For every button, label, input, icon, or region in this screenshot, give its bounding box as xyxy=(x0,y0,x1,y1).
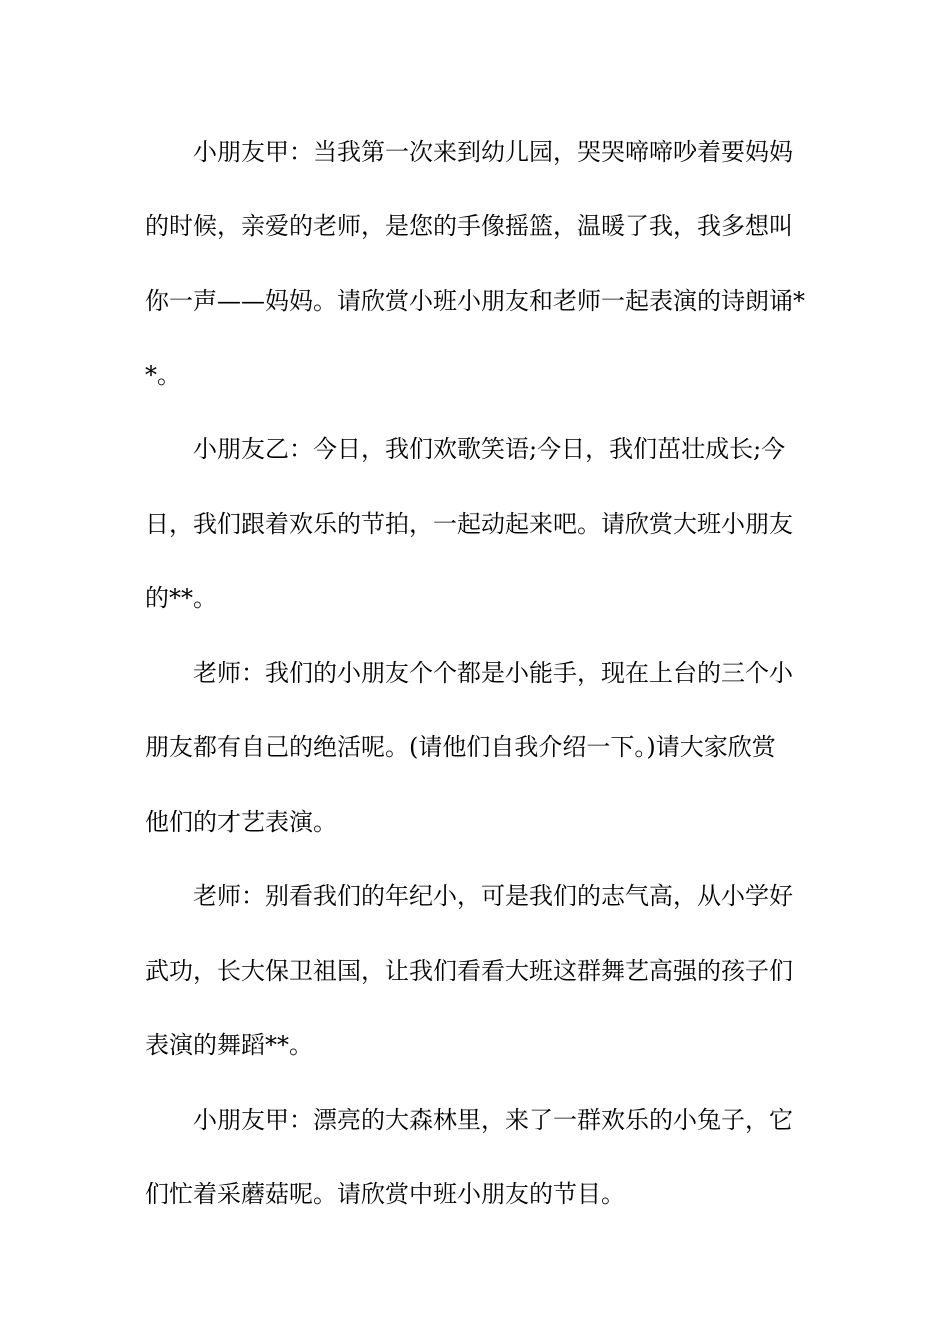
paragraph-line: 小朋友乙：今日，我们欢歌笑语;今日，我们茁壮成长;今 xyxy=(193,435,786,463)
paragraph-line: 他们的才艺表演。 xyxy=(145,808,337,836)
paragraph-line: 小朋友甲：漂亮的大森林里，来了一群欢乐的小兔子，它 xyxy=(193,1106,793,1134)
paragraph-line: *。 xyxy=(145,361,181,389)
paragraph-line: 武功，长大保卫祖国，让我们看看大班这群舞艺高强的孩子们 xyxy=(145,957,793,985)
paragraph-line: 老师：别看我们的年纪小，可是我们的志气高，从小学好 xyxy=(193,882,793,910)
paragraph-line: 的**。 xyxy=(145,584,217,612)
paragraph-line: 日，我们跟着欢乐的节拍，一起动起来吧。请欣赏大班小朋友 xyxy=(145,510,793,538)
paragraph-line: 表演的舞蹈**。 xyxy=(145,1031,313,1059)
paragraph-line: 的时候，亲爱的老师，是您的手像摇篮，温暖了我，我多想叫 xyxy=(145,212,793,240)
paragraph-line: 小朋友甲：当我第一次来到幼儿园，哭哭啼啼吵着要妈妈 xyxy=(193,138,793,166)
paragraph-line: 们忙着采蘑菇呢。请欣赏中班小朋友的节目。 xyxy=(145,1180,625,1208)
paragraph-line: 老师：我们的小朋友个个都是小能手，现在上台的三个小 xyxy=(193,659,793,687)
paragraph-line: 你一声——妈妈。请欣赏小班小朋友和老师一起表演的诗朗诵* xyxy=(145,287,805,315)
paragraph-line: 朋友都有自己的绝活呢。(请他们自我介绍一下。)请大家欣赏 xyxy=(145,733,776,761)
